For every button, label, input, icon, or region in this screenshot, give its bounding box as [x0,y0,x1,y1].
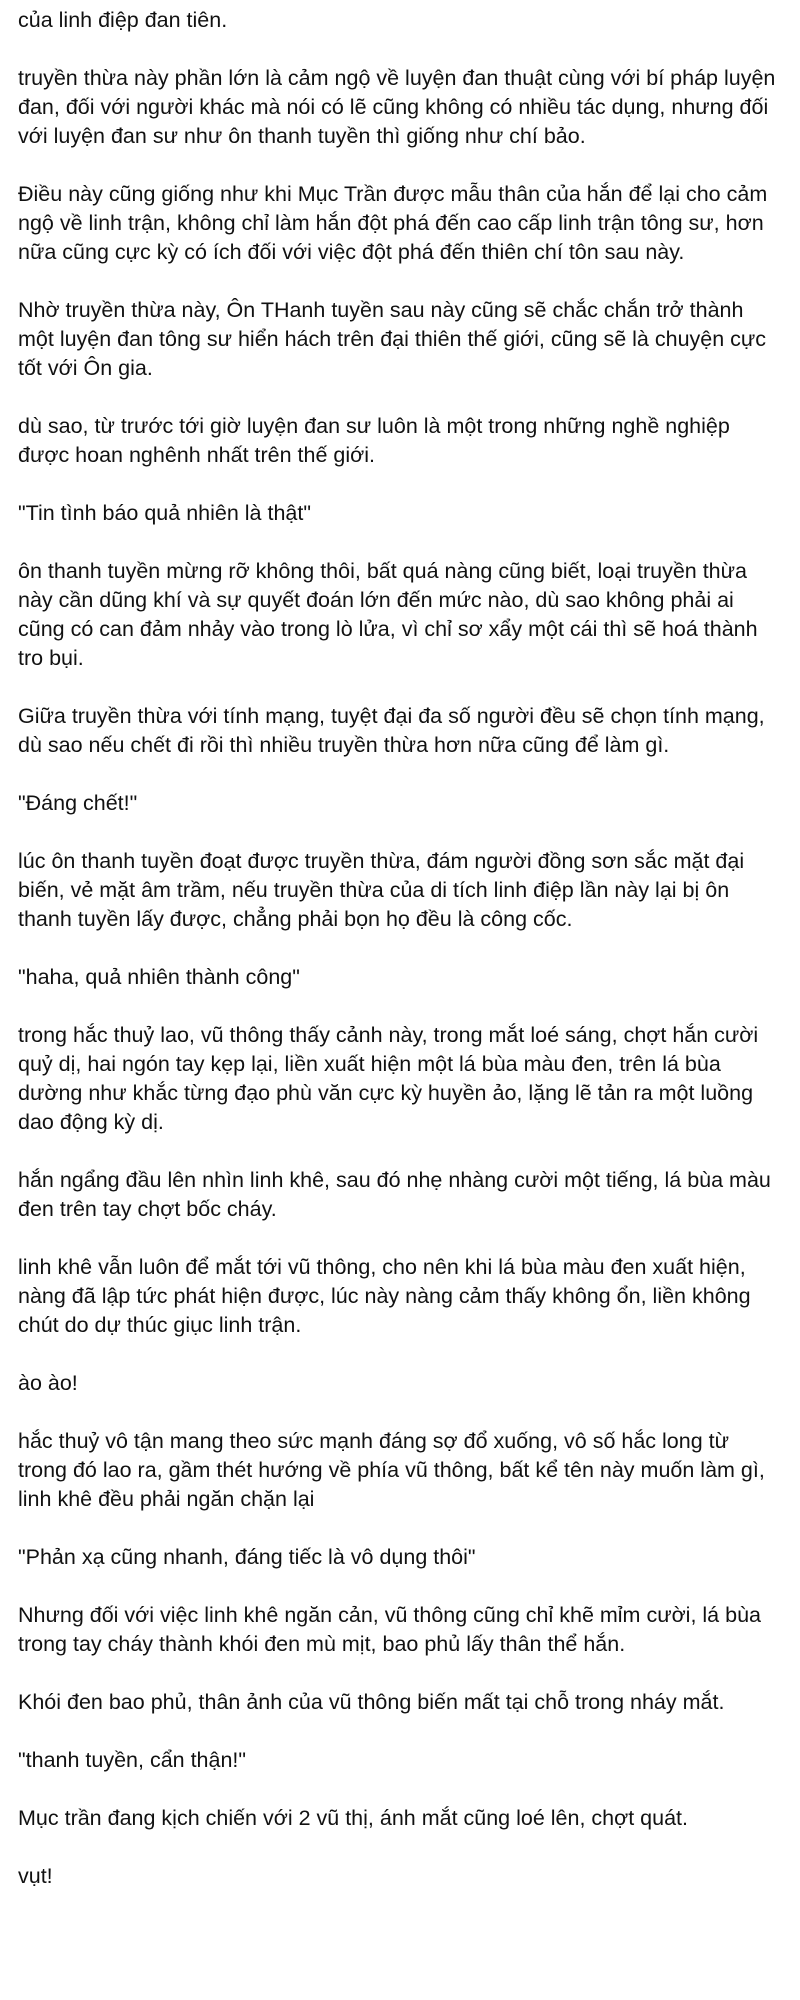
paragraph-18: Nhưng đối với việc linh khê ngăn cản, vũ thông cũng chỉ khẽ mỉm cười, lá bùa trong tay cháy thành khói đen mù mịt, bao phủ lấy thân thể hắn. [18,1603,761,1656]
paragraph-6: "Tin tình báo quả nhiên là thật" [18,501,311,525]
paragraph-14: linh khê vẫn luôn để mắt tới vũ thông, cho nên khi lá bùa màu đen xuất hiện, nàng đã lập tức phát hiện được, lúc này nàng cảm thấy không ổn, liền không chút do dự thúc giục linh trận. [18,1255,751,1337]
paragraph-10: lúc ôn thanh tuyền đoạt được truyền thừa, đám người đồng sơn sắc mặt đại biến, vẻ mặt âm trầm, nếu truyền thừa của di tích linh điệp lần này lại bị ôn thanh tuyền lấy được, chẳng phải bọn họ đều là công cốc. [18,849,745,931]
paragraph-11: "haha, quả nhiên thành công" [18,965,300,989]
paragraph-20: "thanh tuyền, cẩn thận!" [18,1748,247,1772]
paragraph-1: của linh điệp đan tiên. [18,8,228,32]
paragraph-12: trong hắc thuỷ lao, vũ thông thấy cảnh này, trong mắt loé sáng, chợt hắn cười quỷ dị, hai ngón tay kẹp lại, liền xuất hiện một lá bùa màu đen, trên lá bùa dường như khắc từng đạo phù văn cực kỳ huyền ảo, lặng lẽ tản ra một luồng dao động kỳ dị. [18,1023,759,1134]
paragraph-17: "Phản xạ cũng nhanh, đáng tiếc là vô dụng thôi" [18,1545,476,1569]
paragraph-22: vụt! [18,1864,53,1888]
paragraph-16: hắc thuỷ vô tận mang theo sức mạnh đáng sợ đổ xuống, vô số hắc long từ trong đó lao ra, gầm thét hướng về phía vũ thông, bất kể tên này muốn làm gì, linh khê đều phải ngăn chặn lại [18,1429,765,1511]
paragraph-13: hắn ngẩng đầu lên nhìn linh khê, sau đó nhẹ nhàng cười một tiếng, lá bùa màu đen trên tay chợt bốc cháy. [18,1168,771,1221]
paragraph-4: Nhờ truyền thừa này, Ôn THanh tuyền sau này cũng sẽ chắc chắn trở thành một luyện đan tông sư hiển hách trên đại thiên thế giới, cũng sẽ là chuyện cực tốt với Ôn gia. [18,298,767,380]
paragraph-7: ôn thanh tuyền mừng rỡ không thôi, bất quá nàng cũng biết, loại truyền thừa này cần dũng khí và sự quyết đoán lớn đến mức nào, dù sao không phải ai cũng có can đảm nhảy vào trong lò lửa, vì chỉ sơ xẩy một cái thì sẽ hoá thành tro bụi. [18,559,758,670]
paragraph-8: Giữa truyền thừa với tính mạng, tuyệt đại đa số người đều sẽ chọn tính mạng, dù sao nếu chết đi rồi thì nhiều truyền thừa hơn nữa cũng để làm gì. [18,704,765,757]
paragraph-3: Điều này cũng giống như khi Mục Trần được mẫu thân của hắn để lại cho cảm ngộ về linh trận, không chỉ làm hắn đột phá đến cao cấp linh trận tông sư, hơn nữa cũng cực kỳ có ích đối với việc đột phá đến thiên chí tôn sau này. [18,182,768,264]
paragraph-9: "Đáng chết!" [18,791,138,815]
paragraph-2: truyền thừa này phần lớn là cảm ngộ về luyện đan thuật cùng với bí pháp luyện đan, đối với người khác mà nói có lẽ cũng không có nhiều tác dụng, nhưng đối với luyện đan sư như ôn thanh tuyền thì giống như chí bảo. [18,66,776,148]
paragraph-5: dù sao, từ trước tới giờ luyện đan sư luôn là một trong những nghề nghiệp được hoan nghênh nhất trên thế giới. [18,414,730,467]
paragraph-19: Khói đen bao phủ, thân ảnh của vũ thông biến mất tại chỗ trong nháy mắt. [18,1690,725,1714]
paragraph-15: ào ào! [18,1371,78,1395]
paragraph-21: Mục trần đang kịch chiến với 2 vũ thị, ánh mắt cũng loé lên, chợt quát. [18,1806,688,1830]
